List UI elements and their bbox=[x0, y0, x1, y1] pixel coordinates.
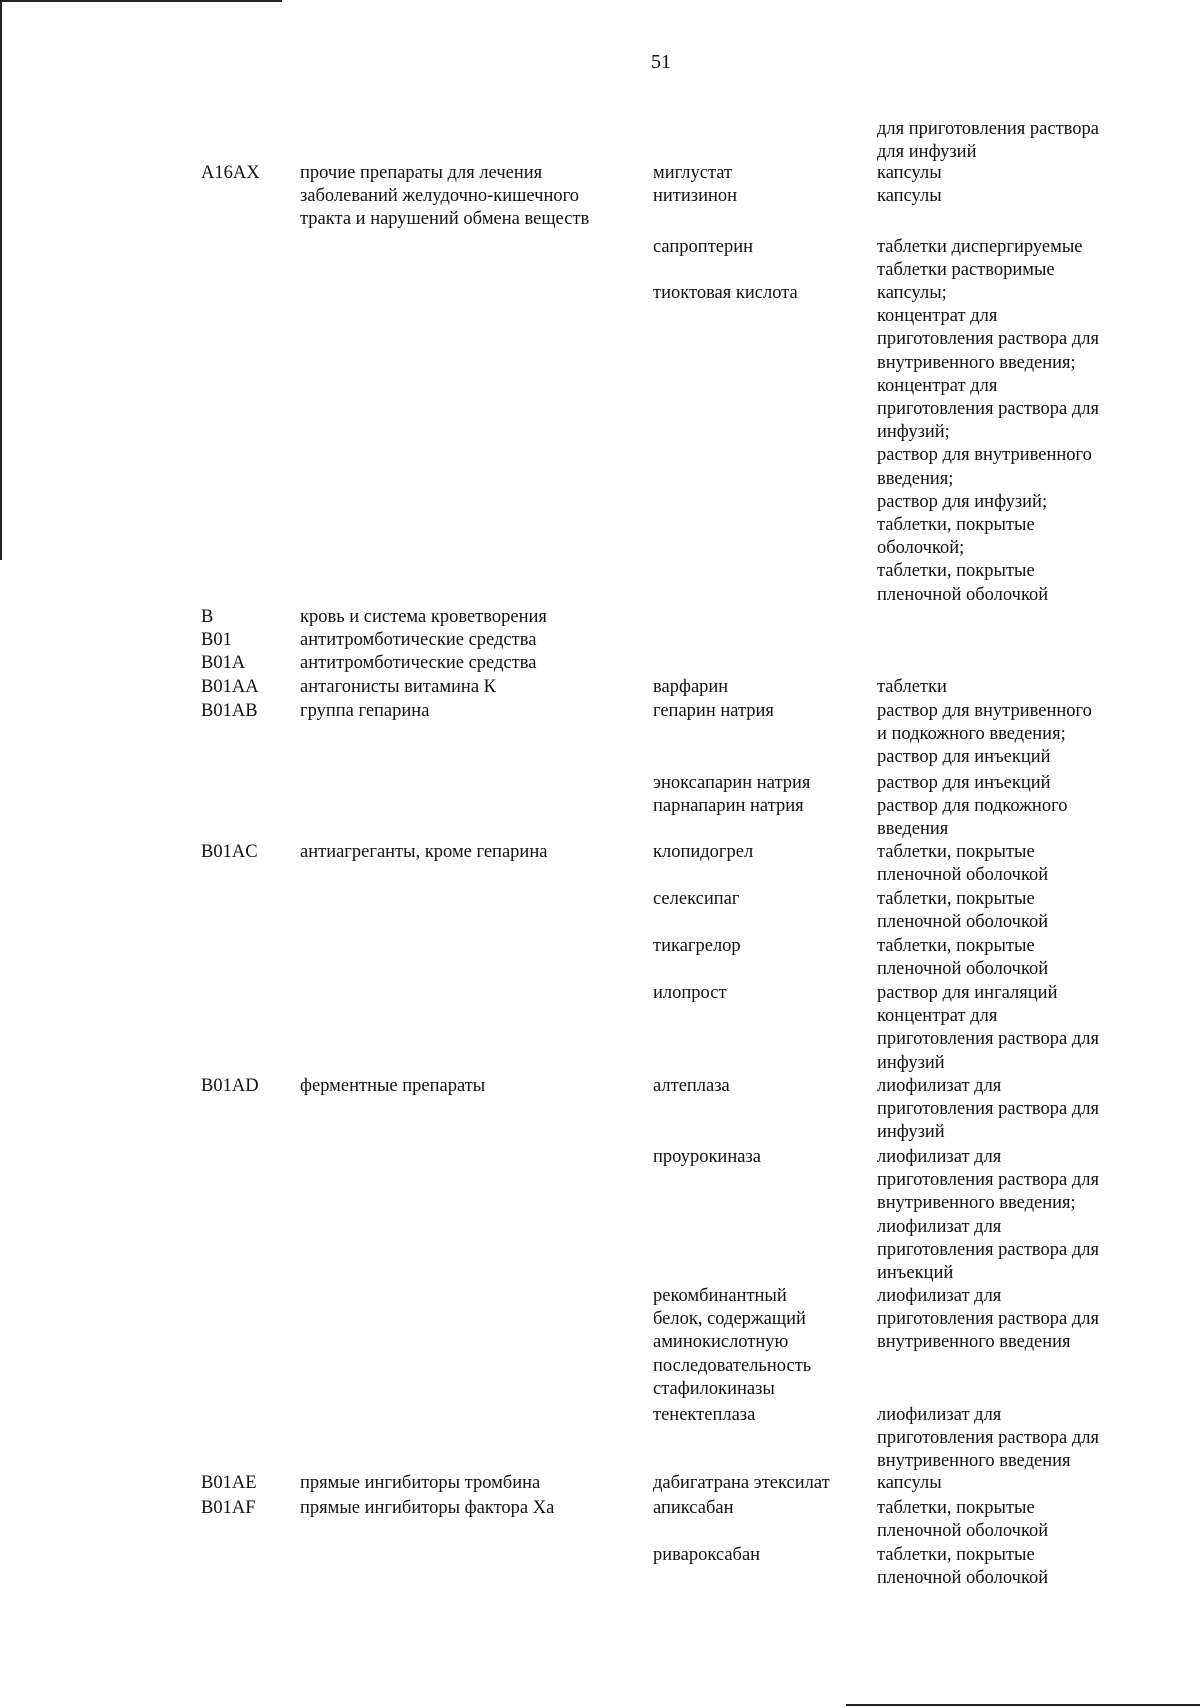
atc-code: B01AA bbox=[201, 677, 259, 697]
group-description: прочие препараты для лечения bbox=[300, 163, 543, 183]
dosage-form: таблетки, покрытые bbox=[877, 1545, 1035, 1565]
group-description: антиагреганты, кроме гепарина bbox=[300, 842, 548, 862]
dosage-form: концентрат для bbox=[877, 375, 998, 396]
dosage-form: введения bbox=[877, 819, 949, 840]
dosage-form: инъекций bbox=[877, 1263, 954, 1283]
dosage-form: таблетки растворимые bbox=[877, 260, 1055, 281]
dosage-form: для приготовления раствора bbox=[877, 119, 1099, 139]
drug-name: ривароксабан bbox=[653, 1545, 761, 1565]
drug-name: селексипаг bbox=[653, 889, 740, 909]
drug-name: апиксабан bbox=[653, 1498, 734, 1518]
scan-border-bottom bbox=[846, 1704, 1200, 1706]
dosage-form: приготовления раствора для bbox=[877, 1099, 1099, 1120]
dosage-form: приготовления раствора для bbox=[877, 1428, 1099, 1449]
atc-code: B01AF bbox=[201, 1498, 256, 1518]
dosage-form: таблетки, покрытые bbox=[877, 889, 1035, 909]
dosage-form: раствор для внутривенного bbox=[877, 445, 1092, 466]
dosage-form: приготовления раствора для bbox=[877, 399, 1099, 419]
dosage-form: таблетки, покрытые bbox=[877, 515, 1035, 535]
drug-name: белок, содержащий bbox=[653, 1309, 806, 1330]
dosage-form: лиофилизат для bbox=[877, 1286, 1002, 1306]
drug-name: алтеплаза bbox=[653, 1076, 730, 1096]
drug-name: проурокиназа bbox=[653, 1147, 761, 1167]
dosage-form: капсулы bbox=[877, 186, 942, 207]
group-description: прямые ингибиторы тромбина bbox=[300, 1473, 541, 1493]
dosage-form: приготовления раствора для bbox=[877, 1029, 1099, 1050]
drug-name: дабигатрана этексилат bbox=[653, 1473, 830, 1493]
dosage-form: раствор для инъекций bbox=[877, 747, 1051, 768]
drug-name: нитизинон bbox=[653, 186, 738, 207]
drug-name: миглустат bbox=[653, 163, 733, 183]
dosage-form: пленочной оболочкой bbox=[877, 584, 1049, 605]
dosage-form: лиофилизат для bbox=[877, 1216, 1002, 1237]
dosage-form: лиофилизат для bbox=[877, 1076, 1002, 1096]
drug-name: тикагрелор bbox=[653, 936, 741, 956]
atc-code: B01AD bbox=[201, 1076, 259, 1096]
atc-code: A16AX bbox=[201, 163, 260, 183]
dosage-form: таблетки, покрытые bbox=[877, 1498, 1035, 1518]
dosage-form: лиофилизат для bbox=[877, 1147, 1002, 1167]
atc-code: B01AE bbox=[201, 1473, 257, 1493]
dosage-form: приготовления раствора для bbox=[877, 329, 1099, 350]
dosage-form: введения; bbox=[877, 468, 954, 489]
scan-border-top bbox=[0, 0, 282, 2]
dosage-form: раствор для инфузий; bbox=[877, 491, 1048, 512]
dosage-form: инфузий bbox=[877, 1052, 945, 1073]
drug-name: аминокислотную bbox=[653, 1332, 789, 1353]
dosage-form: пленочной оболочкой bbox=[877, 1568, 1049, 1589]
dosage-form: концентрат для bbox=[877, 1006, 998, 1027]
dosage-form: пленочной оболочкой bbox=[877, 959, 1049, 980]
atc-code: B01AB bbox=[201, 701, 258, 721]
dosage-form: капсулы bbox=[877, 1473, 942, 1493]
dosage-form: капсулы; bbox=[877, 283, 947, 303]
dosage-form: раствор для ингаляций bbox=[877, 983, 1058, 1003]
dosage-form: пленочной оболочкой bbox=[877, 865, 1049, 886]
dosage-form: инфузий; bbox=[877, 422, 950, 443]
drug-name: парнапарин натрия bbox=[653, 796, 804, 817]
group-description: кровь и система кроветворения bbox=[300, 607, 547, 627]
drug-name: сапроптерин bbox=[653, 237, 754, 257]
dosage-form: таблетки, покрытые bbox=[877, 936, 1035, 956]
drug-name: илопрост bbox=[653, 983, 727, 1003]
dosage-form: лиофилизат для bbox=[877, 1405, 1002, 1425]
dosage-form: таблетки bbox=[877, 677, 947, 697]
group-description: ферментные препараты bbox=[300, 1076, 486, 1096]
drug-name: стафилокиназы bbox=[653, 1378, 775, 1399]
dosage-form: приготовления раствора для bbox=[877, 1309, 1099, 1330]
drug-name: рекомбинантный bbox=[653, 1286, 787, 1306]
scan-border-left bbox=[0, 0, 2, 560]
dosage-form: оболочкой; bbox=[877, 538, 965, 559]
dosage-form: для инфузий bbox=[877, 142, 977, 163]
drug-name: эноксапарин натрия bbox=[653, 773, 811, 793]
dosage-form: таблетки, покрытые bbox=[877, 561, 1035, 582]
group-description: заболеваний желудочно-кишечного bbox=[300, 186, 579, 207]
dosage-form: таблетки, покрытые bbox=[877, 842, 1035, 862]
atc-code: B bbox=[201, 607, 214, 627]
group-description: группа гепарина bbox=[300, 701, 430, 721]
drug-name: последовательность bbox=[653, 1355, 812, 1376]
group-description: антитромботические средства bbox=[300, 630, 537, 650]
group-description: антагонисты витамина К bbox=[300, 677, 497, 697]
dosage-form: капсулы bbox=[877, 163, 942, 183]
page-number: 51 bbox=[651, 51, 671, 73]
drug-name: тенектеплаза bbox=[653, 1405, 756, 1425]
group-description: антитромботические средства bbox=[300, 653, 537, 673]
dosage-form: внутривенного введения; bbox=[877, 352, 1076, 373]
dosage-form: пленочной оболочкой bbox=[877, 912, 1049, 933]
dosage-form: концентрат для bbox=[877, 306, 998, 327]
dosage-form: и подкожного введения; bbox=[877, 724, 1066, 745]
drug-name: клопидогрел bbox=[653, 842, 754, 862]
dosage-form: приготовления раствора для bbox=[877, 1239, 1099, 1260]
dosage-form: приготовления раствора для bbox=[877, 1170, 1099, 1191]
dosage-form: пленочной оболочкой bbox=[877, 1521, 1049, 1542]
drug-name: тиоктовая кислота bbox=[653, 283, 798, 303]
group-description: тракта и нарушений обмена веществ bbox=[300, 209, 590, 230]
group-description: прямые ингибиторы фактора Xa bbox=[300, 1498, 555, 1518]
dosage-form: инфузий bbox=[877, 1122, 945, 1143]
dosage-form: раствор для инъекций bbox=[877, 773, 1051, 793]
drug-name: варфарин bbox=[653, 677, 729, 697]
dosage-form: внутривенного введения bbox=[877, 1332, 1071, 1353]
drug-name: гепарин натрия bbox=[653, 701, 774, 721]
atc-code: B01A bbox=[201, 653, 246, 673]
dosage-form: внутривенного введения; bbox=[877, 1193, 1076, 1214]
dosage-form: раствор для внутривенного bbox=[877, 701, 1092, 721]
atc-code: B01 bbox=[201, 630, 232, 650]
atc-code: B01AC bbox=[201, 842, 258, 862]
dosage-form: внутривенного введения bbox=[877, 1451, 1071, 1472]
dosage-form: таблетки диспергируемые bbox=[877, 237, 1083, 257]
dosage-form: раствор для подкожного bbox=[877, 796, 1068, 817]
